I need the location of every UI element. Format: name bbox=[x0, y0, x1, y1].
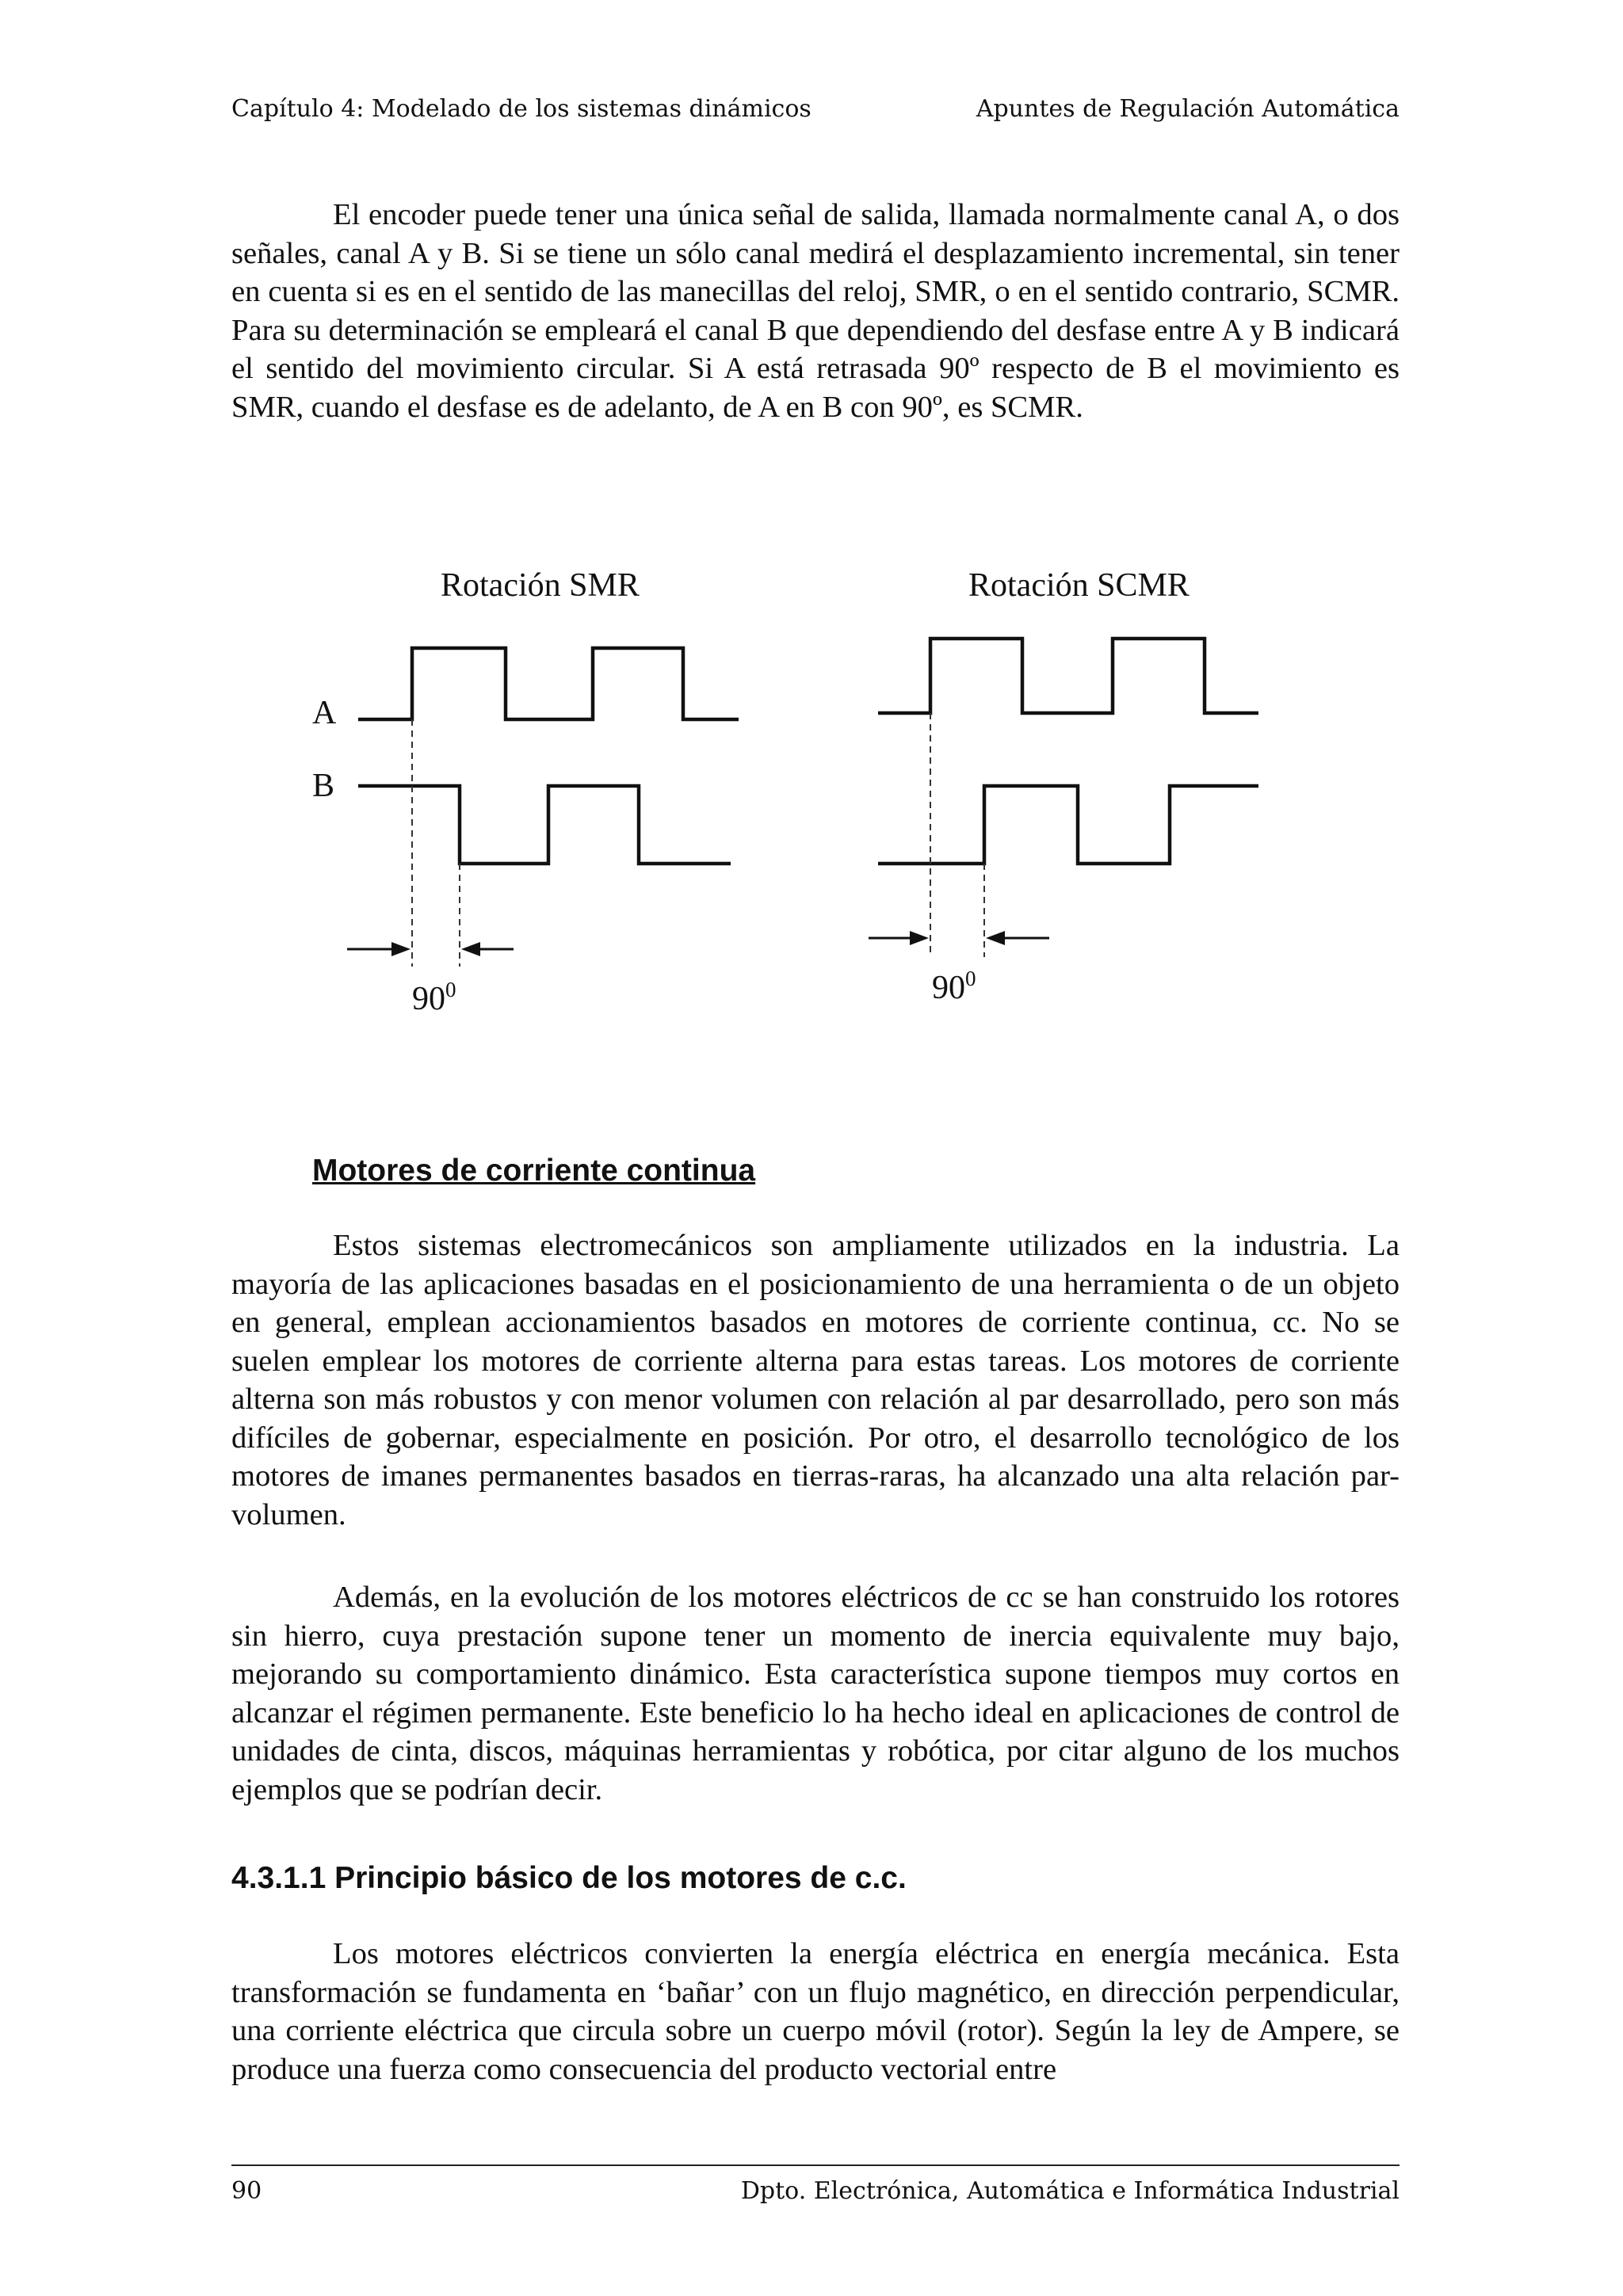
scmr-channel-b-waveform bbox=[878, 786, 1258, 864]
smr-phase-label: $90^0$ bbox=[412, 978, 456, 1017]
page-number: 90 bbox=[231, 2177, 262, 2205]
paragraph-encoder-channels: El encoder puede tener una única señal de salida, llamada normalmente canal A, o dos señales, canal A y B. Si se tiene un sólo canal medirá el desplazamiento incremental, sin tener en cuenta si es en el sentido de las manecillas del reloj, SMR, o en el sentido contrario, SCMR. Para su determinación se empleará el canal B que dependiendo del desfase entre A y B indicará el sentido del movimiento circular. Si A está retrasada 90º respecto de B el movimiento es SMR, cuando el desfase es de adelanto, de A en B con 90º, es SCMR. bbox=[231, 198, 1400, 424]
channel-a-label: A bbox=[312, 695, 337, 731]
book-title: Apuntes de Regulación Automática bbox=[976, 95, 1400, 123]
page-footer bbox=[231, 2177, 1400, 2212]
smr-channel-a-waveform bbox=[358, 648, 739, 719]
department-name: Dpto. Electrónica, Automática e Informática Industrial bbox=[740, 2177, 1400, 2205]
scmr-channel-a-waveform bbox=[878, 639, 1258, 713]
scmr-phase-label: $90^0$ bbox=[932, 967, 976, 1006]
footer-divider bbox=[231, 2164, 1400, 2166]
paragraph-motor-principle: Los motores eléctricos convierten la energía eléctrica en energía mecánica. Esta transformación se fundamenta en ‘bañar’ con un flujo magnético, en dirección perpendicular, una corriente eléctrica que circula sobre un cuerpo móvil (rotor). Según la ley de Ampere, se produce una fuerza como consecuencia del producto vectorial entre bbox=[231, 1937, 1400, 2086]
channel-b-label: B bbox=[312, 768, 335, 804]
encoder-timing-diagram bbox=[0, 0, 1623, 1062]
paragraph-dc-motors-intro: Estos sistemas electromecánicos son ampliamente utilizados en la industria. La mayoría de las aplicaciones basadas en el posicionamiento de una herramienta o de un objeto en general, emplean accionamientos basados en motores de corriente continua, cc. No se suelen emplear los motores de corriente alterna para estas tareas. Los motores de corriente alterna son más robustos y con menor volumen con relación al par desarrollado, pero son más difíciles de gobernar, especialmente en posición. Por otro, el desarrollo tecnológico de los motores de imanes permanentes basados en tierras-raras, ha alcanzado una alta relación par-volumen. bbox=[231, 1229, 1400, 1531]
scmr-phase-arrows bbox=[869, 931, 1049, 945]
section-title-principle: 4.3.1.1 Principio básico de los motores de c.c. bbox=[231, 1861, 907, 1895]
smr-channel-b-waveform bbox=[358, 786, 731, 864]
chapter-title: Capítulo 4: Modelado de los sistemas dinámicos bbox=[231, 95, 812, 123]
smr-title: Rotación SMR bbox=[441, 567, 640, 604]
smr-phase-arrows bbox=[347, 942, 514, 956]
paragraph-ironless-rotors: Además, en la evolución de los motores eléctricos de cc se han construido los rotores sin hierro, cuya prestación supone tener un momento de inercia equivalente muy bajo, mejorando su comportamiento dinámico. Esta característica supone tiempos muy cortos en alcanzar el régimen permanente. Este beneficio lo ha hecho ideal en aplicaciones de control de unidades de cinta, discos, máquinas herramientas y robótica, por citar alguno de los muchos ejemplos que se podrían decir. bbox=[231, 1581, 1400, 1806]
scmr-title: Rotación SCMR bbox=[968, 567, 1190, 604]
section-title-dc-motors: Motores de corriente continua bbox=[312, 1154, 756, 1188]
